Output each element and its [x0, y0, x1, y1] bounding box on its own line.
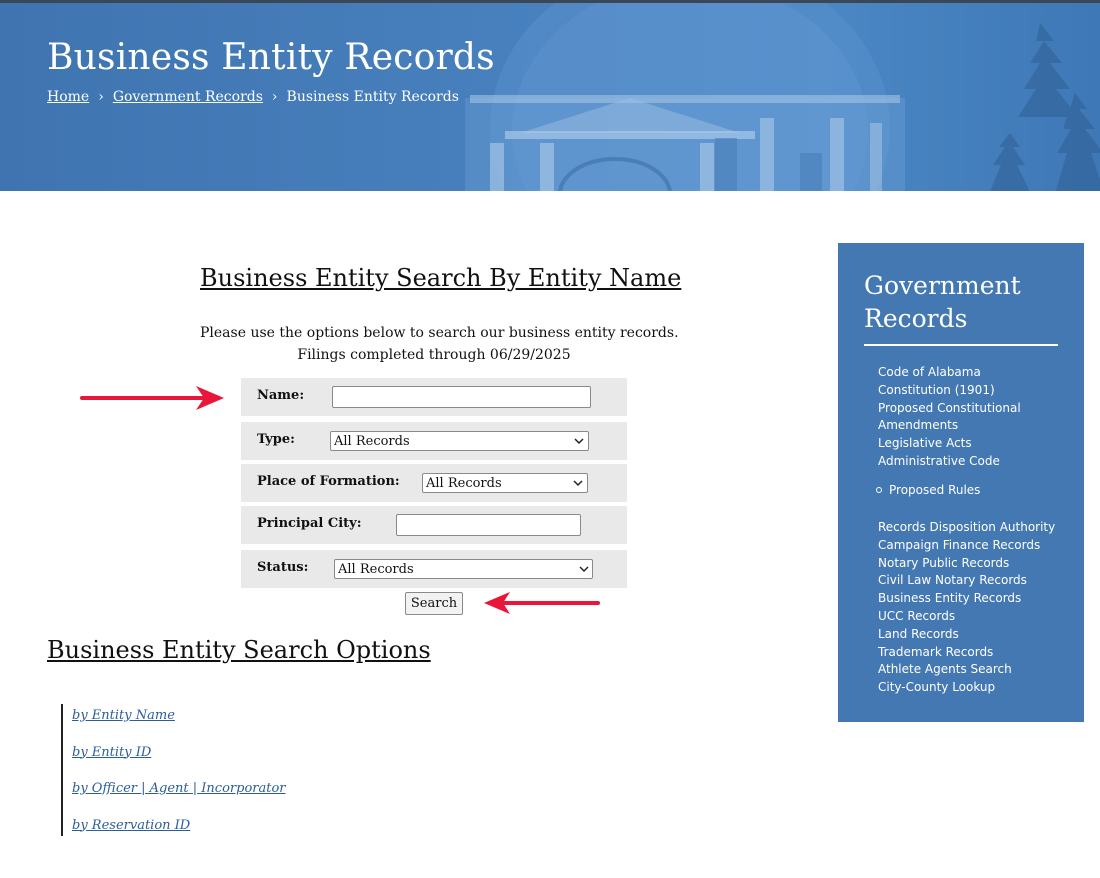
principal-city-input[interactable] — [396, 514, 581, 536]
breadcrumb-government-records-link[interactable]: Government Records — [112, 89, 263, 105]
sidebar-item-code-of-alabama[interactable]: Code of Alabama — [878, 365, 981, 379]
sidebar-item-administrative-code[interactable]: Administrative Code — [878, 453, 1000, 468]
sidebar-item — [878, 590, 1055, 608]
search-form-heading: Business Entity Search By Entity Name — [200, 264, 682, 292]
type-field-label: Type: — [257, 432, 295, 447]
sidebar-item — [878, 679, 1055, 697]
principal-city-label: Principal City: — [257, 516, 362, 531]
sidebar-item — [878, 608, 1055, 626]
sidebar-item — [878, 453, 1021, 471]
place-of-formation-label: Place of Formation: — [257, 474, 400, 489]
sidebar-item-trademark-records[interactable]: Trademark Records — [878, 644, 994, 659]
sidebar-item-civil-law-notary-records[interactable]: Civil Law Notary Records — [878, 573, 1027, 588]
sidebar-title: Government Records — [864, 271, 1021, 333]
sidebar-nav-group-2 — [878, 519, 1055, 697]
filings-date-text: Filings completed through 06/29/2025 — [297, 347, 571, 363]
sidebar-item-proposed-constitutional[interactable]: Proposed Constitutional — [878, 400, 1021, 415]
list-item — [72, 741, 321, 778]
search-button[interactable]: Search — [405, 592, 463, 615]
sidebar-item — [878, 644, 1055, 662]
chevron-right-icon: › — [98, 89, 104, 105]
sidebar-item — [878, 537, 1055, 555]
circle-bullet-icon — [876, 487, 882, 493]
by-entity-name-link[interactable]: by Entity Name — [72, 708, 175, 723]
sidebar-item-notary-public-records[interactable]: Notary Public Records — [878, 555, 1010, 570]
type-select[interactable] — [330, 431, 589, 451]
sidebar-item-land-records[interactable]: Land Records — [878, 626, 959, 641]
search-intro — [200, 322, 679, 366]
search-options-heading: Business Entity Search Options — [47, 636, 431, 664]
sidebar-divider — [864, 344, 1058, 346]
sidebar-item — [878, 626, 1055, 644]
place-of-formation-select[interactable] — [422, 473, 588, 493]
page-header-banner — [0, 0, 1100, 191]
red-arrow-left-icon — [482, 589, 602, 617]
sidebar-item-legislative-acts[interactable]: Legislative Acts — [878, 436, 972, 451]
sidebar-item — [878, 417, 1021, 435]
chevron-right-icon: › — [271, 89, 278, 105]
entity-name-input[interactable] — [332, 386, 591, 408]
red-arrow-right-icon — [78, 383, 228, 413]
sidebar-item — [878, 382, 1021, 400]
sidebar-item-campaign-finance-records[interactable]: Campaign Finance Records — [878, 537, 1041, 552]
sidebar-item — [878, 400, 1021, 418]
sidebar-item-constitution[interactable]: Constitution (1901) — [878, 382, 995, 397]
list-item — [72, 777, 321, 814]
breadcrumb-home-link[interactable]: Home — [47, 89, 90, 105]
sidebar-nav-group-1 — [878, 364, 1021, 471]
type-field-row — [241, 422, 627, 460]
sidebar-item-amendments[interactable]: Amendments — [878, 418, 959, 433]
sidebar-item — [878, 364, 1021, 382]
status-field-label: Status: — [257, 560, 309, 575]
breadcrumb — [47, 89, 459, 105]
by-reservation-id-link[interactable]: by Reservation ID — [72, 817, 191, 833]
sidebar-subitem — [876, 483, 980, 497]
sidebar-item-proposed-rules[interactable]: Proposed Rules — [889, 483, 981, 497]
sidebar-item-athlete-agents-search[interactable]: Athlete Agents Search — [878, 662, 1012, 677]
by-officer-agent-incorporator-link[interactable]: by Officer | Agent | Incorporator — [72, 781, 286, 796]
sidebar-item — [878, 661, 1055, 679]
sidebar-item-ucc-records[interactable]: UCC Records — [878, 608, 956, 623]
place-of-formation-row — [241, 464, 627, 502]
sidebar-item — [878, 555, 1055, 573]
name-field-row — [241, 378, 627, 416]
sidebar-item — [878, 519, 1055, 537]
principal-city-row — [241, 506, 627, 544]
list-item — [72, 814, 321, 851]
status-select[interactable] — [334, 559, 593, 579]
status-field-row — [241, 550, 627, 588]
sidebar-item — [878, 435, 1021, 453]
government-records-sidebar — [838, 243, 1084, 722]
by-entity-id-link[interactable]: by Entity ID — [72, 744, 152, 760]
breadcrumb-current-page: Business Entity Records — [286, 89, 459, 105]
sidebar-item-business-entity-records[interactable]: Business Entity Records — [878, 591, 1022, 606]
list-item — [72, 704, 321, 741]
sidebar-item-records-disposition-authority[interactable]: Records Disposition Authority — [878, 520, 1056, 534]
intro-text: Please use the options below to search our business entity records. — [200, 325, 679, 341]
sidebar-item — [878, 572, 1055, 590]
page-title: Business Entity Records — [47, 37, 495, 78]
search-options-list — [61, 704, 321, 836]
name-field-label: Name: — [257, 388, 305, 403]
sidebar-item-city-county-lookup[interactable]: City-County Lookup — [878, 680, 996, 695]
